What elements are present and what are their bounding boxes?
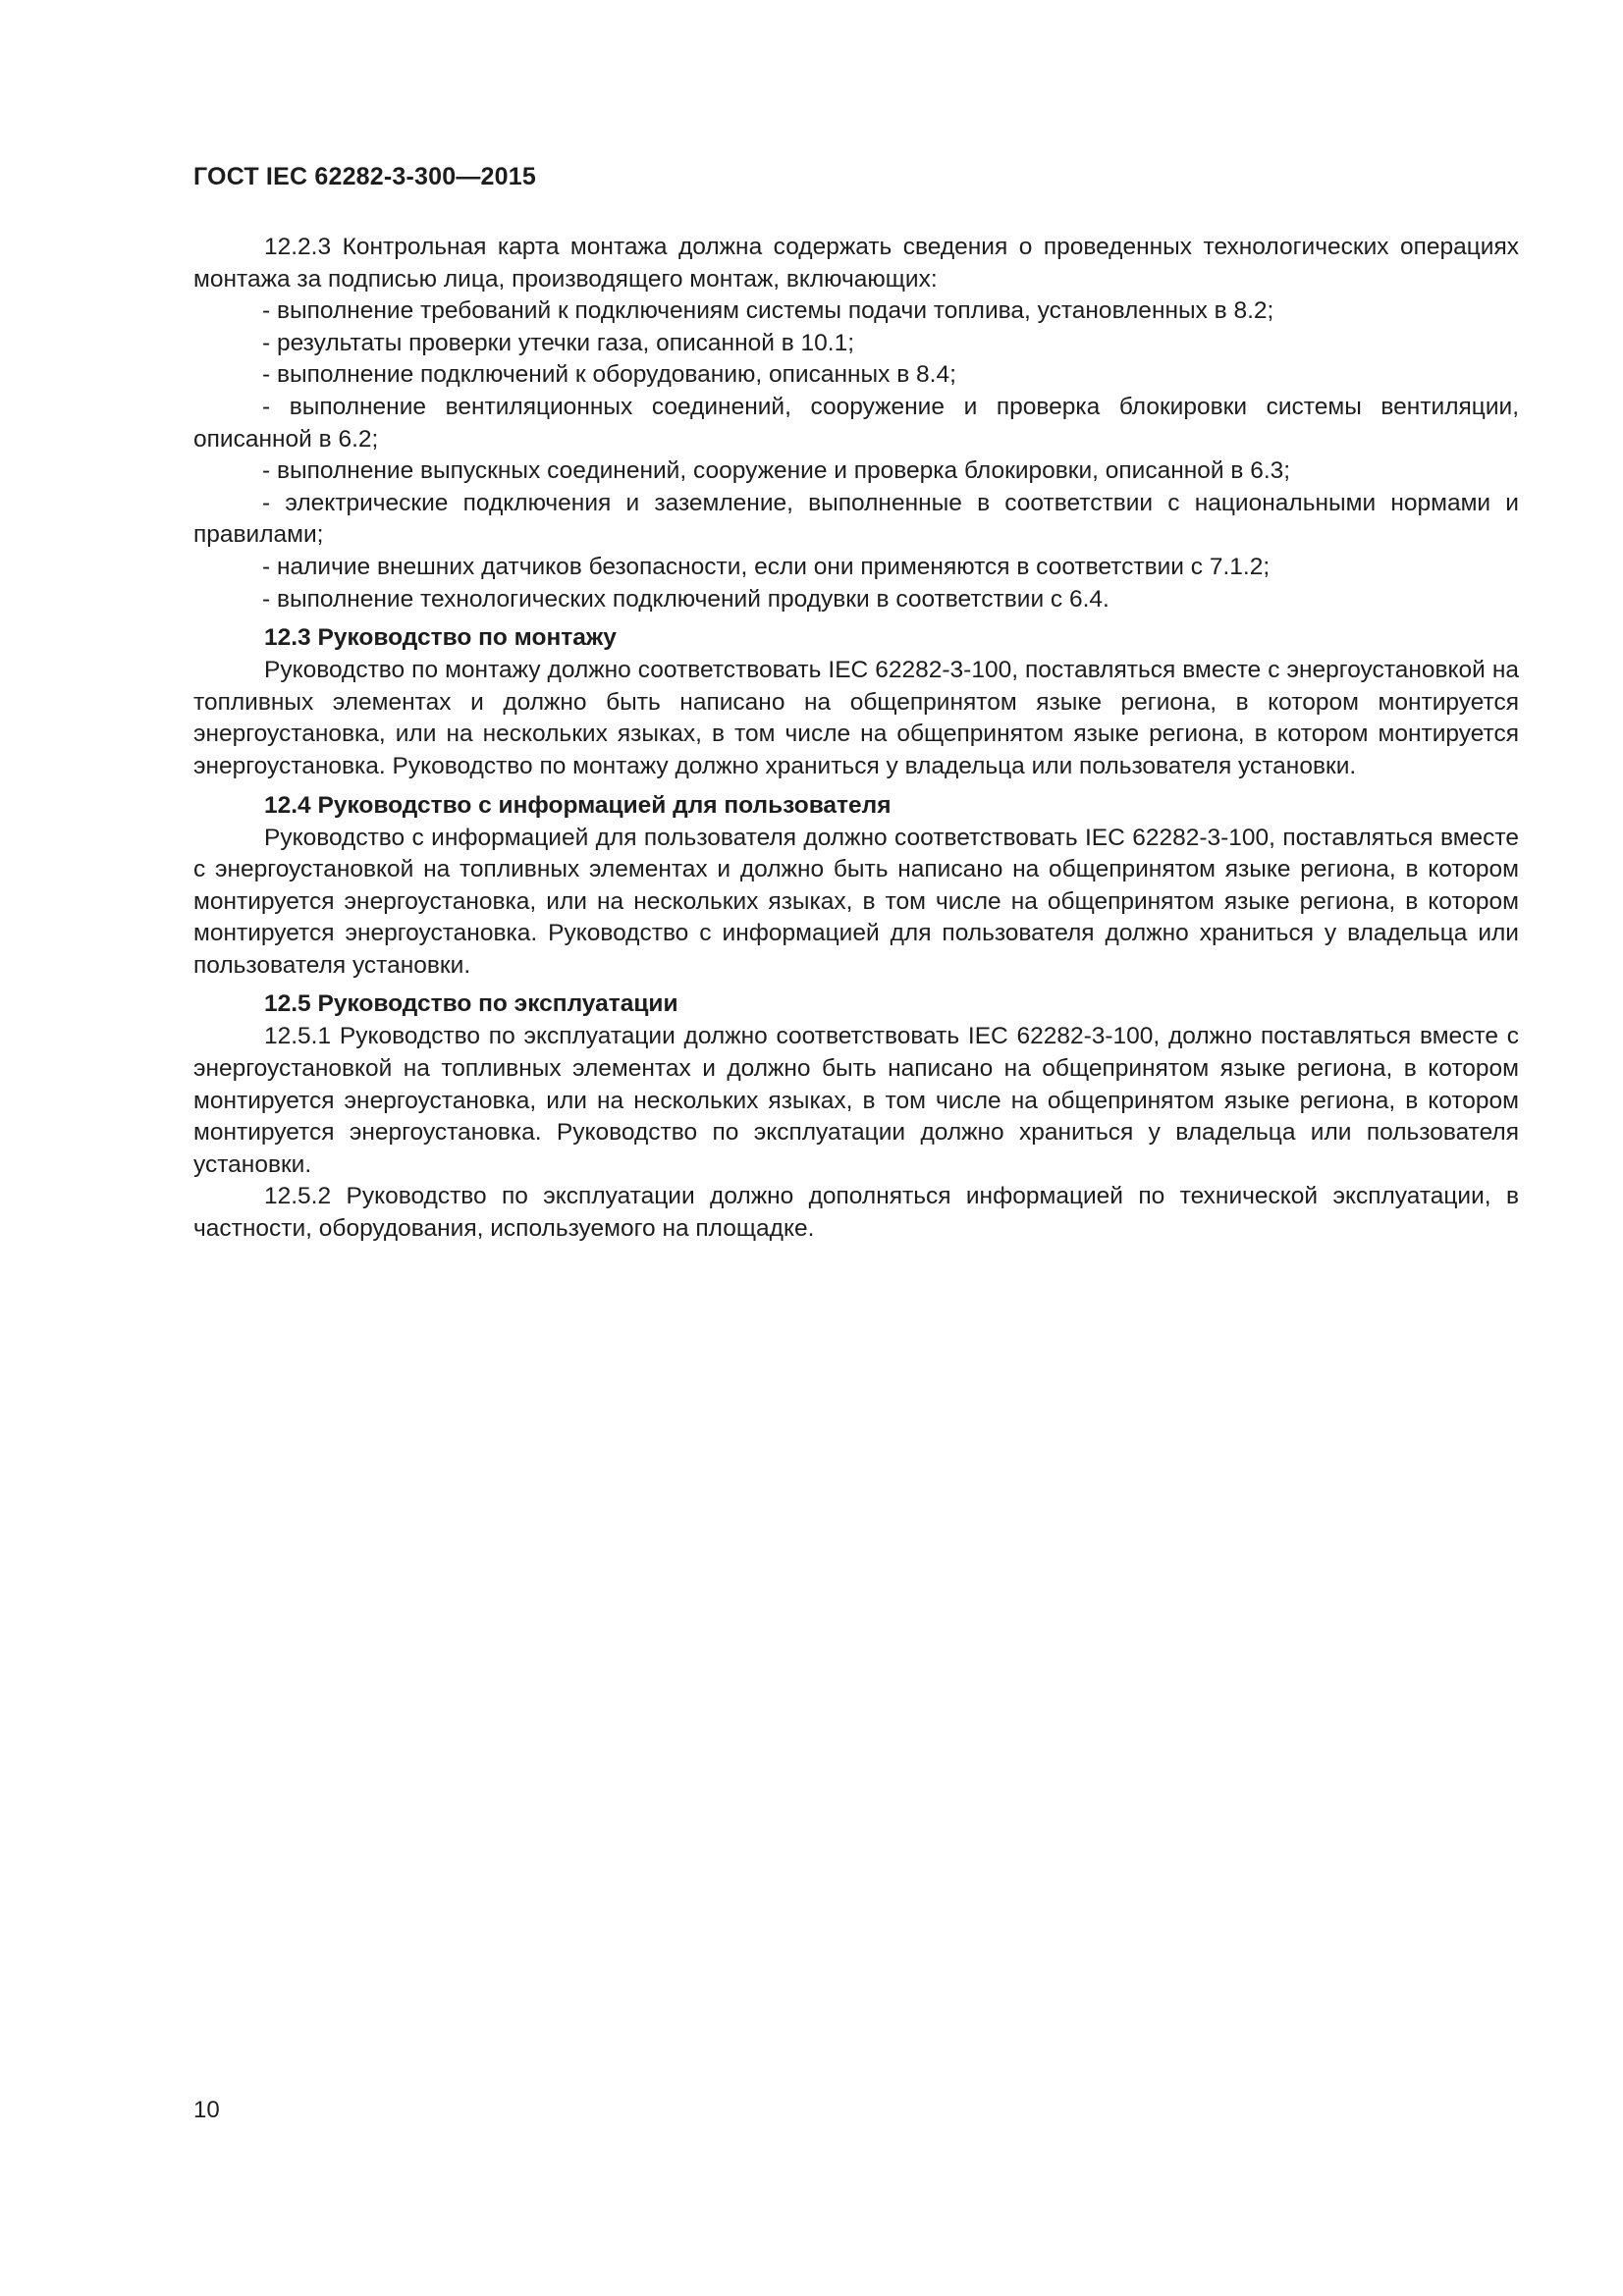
section-12-4-heading: 12.4 Руководство с информацией для пользователя xyxy=(264,791,892,819)
section-12-5-heading: 12.5 Руководство по эксплуатации xyxy=(264,990,678,1018)
document-header-title: ГОСТ IEC 62282-3-300—2015 xyxy=(193,163,536,190)
list-item: - выполнение требований к подключениям системы подачи топлива, установленных в 8.2; xyxy=(262,297,1274,325)
list-item: - выполнение выпускных соединений, сооружение и проверка блокировки, описанной в 6.3; xyxy=(262,457,1291,485)
list-item: - выполнение технологических подключений продувки в соответствии с 6.4. xyxy=(262,585,1109,613)
list-item: - выполнение вентиляционных соединений, сооружение и проверка блокировки системы вентиляции, описанной в 6.2; xyxy=(193,393,1519,453)
section-12-5-1-body: 12.5.1 Руководство по эксплуатации должно соответствовать IEC 62282-3-100, должно поставляться вместе с энергоустановкой на топливных элементах и должно быть написано на общепринятом языке региона, в котором монтируется энергоустановка, или на нескольких языках, в том числе на общепринятом языке региона, в котором монтируется энергоустановка. Руководство по эксплуатации должно храниться у владельца или пользователя установки. xyxy=(193,1023,1519,1178)
document-body xyxy=(193,232,1519,1246)
list-item: - результаты проверки утечки газа, описанной в 10.1; xyxy=(262,329,855,356)
list-item: - электрические подключения и заземление, выполненные в соответствии с национальными нормами и правилами; xyxy=(193,489,1519,549)
section-12-3-body: Руководство по монтажу должно соответствовать IEC 62282-3-100, поставляться вместе с энергоустановкой на топливных элементах и должно быть написано на общепринятом языке региона, в котором монтируется энергоустановка, или на нескольких языках, в том числе на общепринятом языке региона, в котором монтируется энергоустановка. Руководство по монтажу должно храниться у владельца или пользователя установки. xyxy=(193,657,1519,779)
section-12-4-body: Руководство с информацией для пользователя должно соответствовать IEC 62282-3-100, поставляться вместе с энергоустановкой на топливных элементах и должно быть написано на общепринятом языке региона, в котором монтируется энергоустановка, или на нескольких языках, в том числе на общепринятом языке региона, в котором монтируется энергоустановка. Руководство с информацией для пользователя должно храниться у владельца или пользователя установки. xyxy=(193,824,1519,979)
list-item: - выполнение подключений к оборудованию, описанных в 8.4; xyxy=(262,361,956,389)
section-12-5-2-body: 12.5.2 Руководство по эксплуатации должно дополняться информацией по технической эксплуатации, в частности, оборудования, используемого на площадке. xyxy=(193,1183,1519,1243)
section-12-3-heading: 12.3 Руководство по монтажу xyxy=(264,624,617,652)
section-12-2-3-intro: 12.2.3 Контрольная карта монтажа должна содержать сведения о проведенных технологических операциях монтажа за подписью лица, производящего монтаж, включающих: xyxy=(193,234,1519,293)
list-item: - наличие внешних датчиков безопасности, если они применяются в соответствии с 7.1.2; xyxy=(262,553,1271,580)
page-number: 10 xyxy=(193,2097,220,2123)
